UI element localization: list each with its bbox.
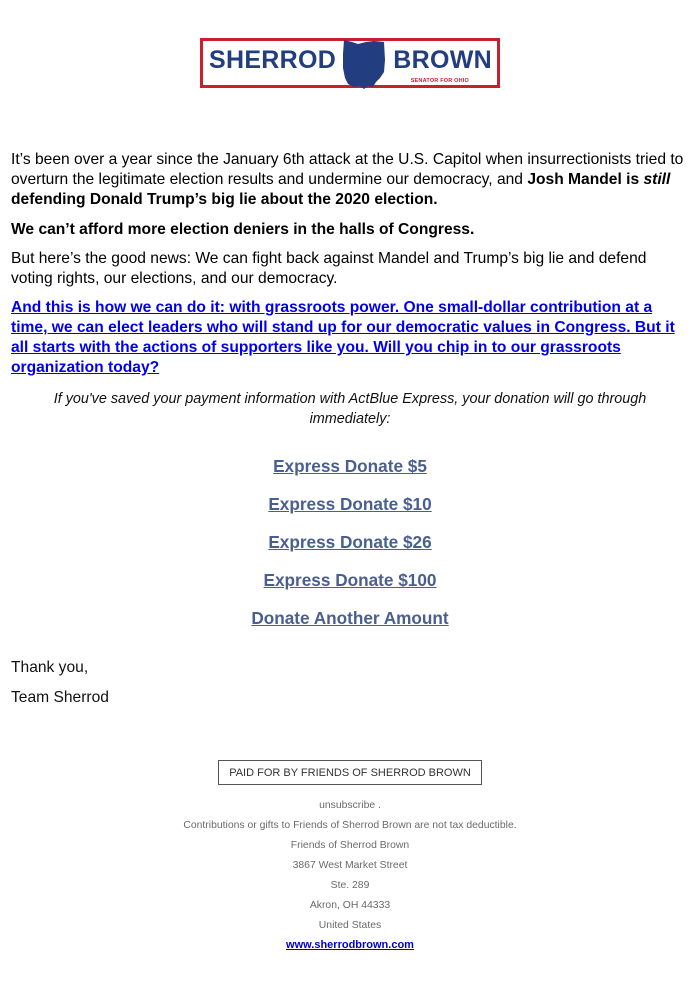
signoff-thanks: Thank you, (11, 659, 89, 676)
unsubscribe-suffix: . (375, 800, 381, 811)
express-note: If you've saved your payment information with ActBlue Express, your donation will go through immediately: (53, 391, 647, 427)
express-donate-26-link[interactable]: Express Donate $26 (268, 532, 432, 552)
website-link[interactable]: www.sherrodbrown.com (286, 939, 414, 951)
express-donate-5-link[interactable]: Express Donate $5 (273, 456, 427, 476)
logo-tagline: SENATOR FOR OHIO (410, 78, 469, 84)
logo-first-name: SHERROD (209, 46, 337, 74)
paragraph-good-news: But here’s the good news: We can fight back against Mandel and Trump’s big lie and defend voting rights, our elections, and our democracy. (11, 250, 647, 287)
paragraph-deniers: We can’t afford more election deniers in the halls of Congress. (11, 221, 475, 238)
signoff-team: Team Sherrod (11, 689, 109, 706)
address-suite: Ste. 289 (330, 880, 370, 891)
paragraph-intro (11, 150, 687, 210)
address-street: 3867 West Market Street (292, 860, 408, 871)
address-city: Akron, OH 44333 (309, 900, 391, 911)
address-org: Friends of Sherrod Brown (290, 840, 410, 851)
donate-row (0, 532, 700, 553)
appeal-donate-link[interactable]: And this is how we can do it: with grassroots power. One small-dollar contribution at a time, we can elect leaders who will stand up for our democratic values in Congress. But it all starts with the actions of supporters like you. Will you chip in to our grassroots organization today? (11, 299, 675, 376)
email-body (11, 150, 687, 378)
donate-row (0, 456, 700, 477)
tax-disclaimer: Contributions or gifts to Friends of Sherrod Brown are not tax deductible. (183, 820, 517, 831)
address-country: United States (318, 920, 382, 931)
intro-bold-italic: still (643, 171, 671, 188)
unsubscribe-link[interactable]: unsubscribe (319, 800, 376, 811)
unsubscribe-line (0, 800, 700, 811)
donate-row (0, 570, 700, 591)
donate-another-amount-link[interactable]: Donate Another Amount (251, 608, 449, 628)
intro-text: It’s been over a year since the January 6th attack at the U.S. Capitol when insurrectionists tried to overturn the legitimate election results and undermine our democracy, and (11, 151, 684, 188)
donate-row (0, 608, 700, 629)
intro-bold-b: defending Donald Trump’s big lie about the 2020 election. (11, 191, 438, 208)
paid-for-disclaimer: PAID FOR BY FRIENDS OF SHERROD BROWN (218, 760, 482, 785)
ohio-state-icon (340, 38, 388, 90)
logo-last-name: BROWN (393, 46, 492, 74)
express-donate-10-link[interactable]: Express Donate $10 (268, 494, 432, 514)
express-donate-100-link[interactable]: Express Donate $100 (263, 570, 437, 590)
intro-bold-a: Josh Mandel is (527, 171, 644, 188)
donate-row (0, 494, 700, 515)
campaign-logo (200, 38, 500, 88)
header (0, 38, 700, 88)
website-row (0, 939, 700, 951)
